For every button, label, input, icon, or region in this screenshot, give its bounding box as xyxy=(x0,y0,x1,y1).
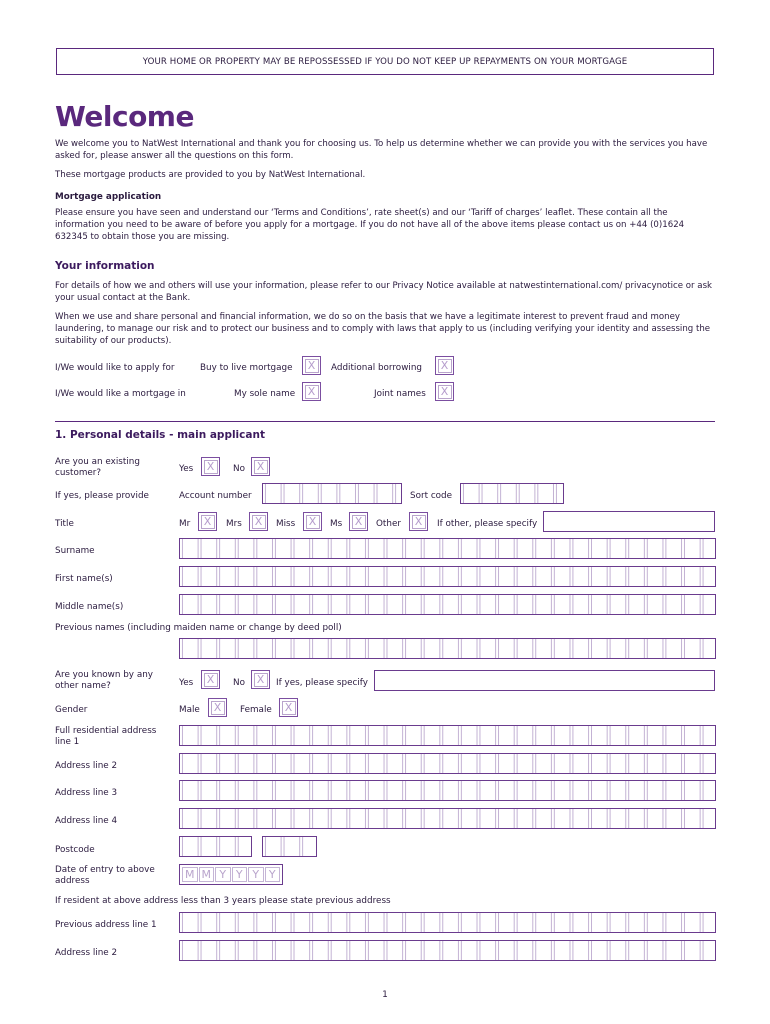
date-of-entry-input[interactable] xyxy=(179,864,283,885)
title-mrs-checkbox[interactable]: X xyxy=(249,512,268,531)
mortgage-in-label: I/We would like a mortgage in xyxy=(55,389,186,399)
sort-code-label: Sort code xyxy=(410,491,453,501)
title-mr-label: Mr xyxy=(179,519,191,529)
known-specify-label: If yes, please specify xyxy=(276,678,368,688)
additional-borrowing-label: Additional borrowing xyxy=(331,363,422,373)
first-names-label: First name(s) xyxy=(55,574,113,584)
known-yes-label: Yes xyxy=(179,678,194,688)
if-resident-label: If resident at above address less than 3 years please state previous address xyxy=(55,896,391,906)
gender-female-label: Female xyxy=(240,705,272,715)
buy-to-live-label: Buy to live mortgage xyxy=(200,363,293,373)
date-digit-y1: Y xyxy=(215,867,231,882)
account-number-label: Account number xyxy=(179,491,252,501)
existing-customer-label: Are you an existing customer? xyxy=(55,457,140,478)
postcode-label: Postcode xyxy=(55,845,95,855)
gender-male-label: Male xyxy=(179,705,200,715)
sort-code-input[interactable] xyxy=(460,483,564,504)
known-by-other-label: Are you known by any other name? xyxy=(55,670,153,691)
surname-label: Surname xyxy=(55,546,95,556)
gender-label: Gender xyxy=(55,705,88,715)
additional-borrowing-checkbox[interactable]: X xyxy=(435,356,454,375)
intro-provider-note: These mortgage products are provided to you by NatWest International. xyxy=(55,170,366,180)
prev-address-line1-input[interactable] xyxy=(179,912,716,933)
gender-male-checkbox[interactable]: X xyxy=(208,698,227,717)
title-other-label: Other xyxy=(376,519,401,529)
title-miss-checkbox[interactable]: X xyxy=(303,512,322,531)
address-line4-input[interactable] xyxy=(179,808,716,829)
prev-address-line2-label: Address line 2 xyxy=(55,948,118,958)
existing-no-checkbox[interactable]: X xyxy=(251,457,270,476)
repossession-warning-banner: YOUR HOME OR PROPERTY MAY BE REPOSSESSED IF YOU DO NOT KEEP UP REPAYMENTS ON YOUR MORTGAGE xyxy=(56,48,714,75)
known-no-label: No xyxy=(233,678,245,688)
title-miss-label: Miss xyxy=(276,519,296,529)
existing-no-label: No xyxy=(233,464,245,474)
known-yes-checkbox[interactable]: X xyxy=(201,670,220,689)
prev-address-line2-input[interactable] xyxy=(179,940,716,961)
known-other-name-input[interactable] xyxy=(374,670,715,691)
date-digit-y4: Y xyxy=(265,867,281,882)
known-no-checkbox[interactable]: X xyxy=(251,670,270,689)
page-number: 1 xyxy=(382,990,388,1000)
surname-input[interactable] xyxy=(179,538,716,559)
sole-name-label: My sole name xyxy=(234,389,296,399)
title-other-specify-label: If other, please specify xyxy=(437,519,538,529)
date-digit-m2: M xyxy=(199,867,215,882)
title-label: Title xyxy=(55,519,74,529)
joint-names-checkbox[interactable]: X xyxy=(435,382,454,401)
first-names-input[interactable] xyxy=(179,566,716,587)
previous-names-label: Previous names (including maiden name or change by deed poll) xyxy=(55,623,342,633)
address-line2-label: Address line 2 xyxy=(55,761,118,771)
apply-for-label: I/We would like to apply for xyxy=(55,363,175,373)
intro-paragraph: We welcome you to NatWest International and thank you for choosing us. To help us determine whether we can provide you with the services you have asked for, please answer all the questions on this form. xyxy=(55,139,708,162)
title-mrs-label: Mrs xyxy=(226,519,242,529)
mortgage-application-text: Please ensure you have seen and understand our ‘Terms and Conditions’, rate sheet(s) and our ‘Tariff of charges’ leaflet. These contain all the information you need to be aware of before you apply for a mortgage. If you do not have all of the above items please contact us on +44 (0)1624 632345 to obtain those you are missing. xyxy=(55,208,685,243)
middle-names-input[interactable] xyxy=(179,594,716,615)
joint-names-label: Joint names xyxy=(374,389,426,399)
existing-yes-label: Yes xyxy=(179,464,194,474)
title-other-checkbox[interactable]: X xyxy=(409,512,428,531)
address-line4-label: Address line 4 xyxy=(55,816,118,826)
if-yes-provide-label: If yes, please provide xyxy=(55,491,149,501)
title-other-input[interactable] xyxy=(543,511,715,532)
title-mr-checkbox[interactable]: X xyxy=(198,512,217,531)
privacy-notice-text: For details of how we and others will use your information, please refer to our Privacy Notice available at natwestinternational.com/ privacynotice or ask your usual contact at the Bank. xyxy=(55,281,713,304)
date-digit-y3: Y xyxy=(248,867,264,882)
title-ms-label: Ms xyxy=(330,519,343,529)
your-information-heading: Your information xyxy=(55,260,155,272)
date-digit-y2: Y xyxy=(232,867,248,882)
middle-names-label: Middle name(s) xyxy=(55,602,124,612)
prev-address-line1-label: Previous address line 1 xyxy=(55,920,157,930)
date-digit-m1: M xyxy=(182,867,198,882)
postcode-part2-input[interactable] xyxy=(262,836,317,857)
address-line3-label: Address line 3 xyxy=(55,788,118,798)
page-title: Welcome xyxy=(55,100,194,133)
address-line1-input[interactable] xyxy=(179,725,716,746)
buy-to-live-checkbox[interactable]: X xyxy=(302,356,321,375)
title-ms-checkbox[interactable]: X xyxy=(349,512,368,531)
section-divider xyxy=(55,421,715,422)
section1-heading: 1. Personal details - main applicant xyxy=(55,429,265,441)
date-of-entry-label: Date of entry to above address xyxy=(55,865,155,886)
account-number-input[interactable] xyxy=(262,483,402,504)
data-sharing-text: When we use and share personal and financial information, we do so on the basis that we have a legitimate interest to prevent fraud and money laundering, to manage our risk and to protect our business and to comply with laws that apply to us (including verifying your identity and assessing the suitability of our products). xyxy=(55,312,711,347)
sole-name-checkbox[interactable]: X xyxy=(302,382,321,401)
previous-names-input[interactable] xyxy=(179,638,716,659)
address-line2-input[interactable] xyxy=(179,753,716,774)
address-line3-input[interactable] xyxy=(179,780,716,801)
postcode-part1-input[interactable] xyxy=(179,836,252,857)
gender-female-checkbox[interactable]: X xyxy=(279,698,298,717)
existing-yes-checkbox[interactable]: X xyxy=(201,457,220,476)
mortgage-application-heading: Mortgage application xyxy=(55,192,162,202)
address-line1-label: Full residential address line 1 xyxy=(55,726,157,747)
